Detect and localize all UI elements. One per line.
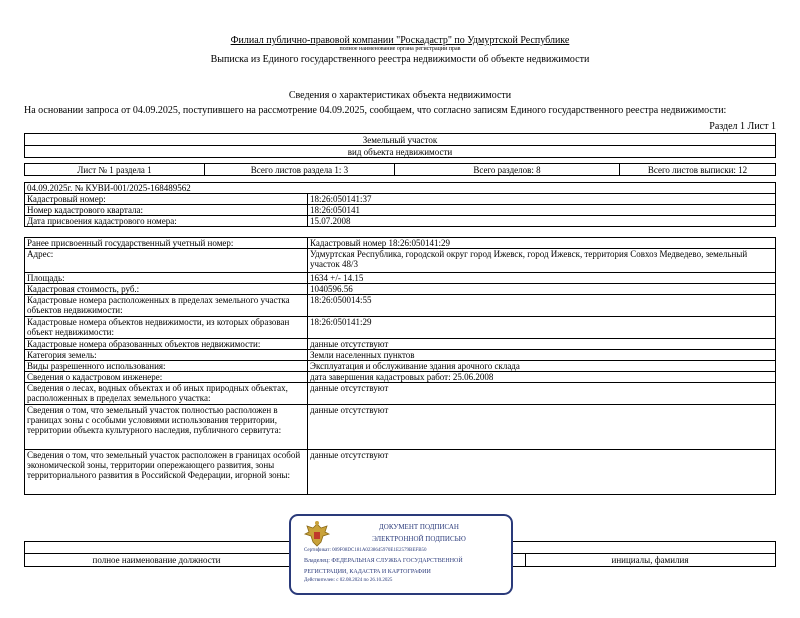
field-value: данные отсутствуют: [308, 450, 776, 495]
field-label: Кадастровые номера образованных объектов недвижимости:: [25, 339, 308, 350]
field-label: Ранее присвоенный государственный учетный номер:: [25, 238, 308, 249]
table-row: [25, 383, 776, 405]
electronic-signature-stamp: [289, 514, 513, 595]
stamp-owner-1: Владелец: ФЕДЕРАЛЬНАЯ СЛУЖБА ГОСУДАРСТВЕННОЙ: [304, 558, 463, 564]
org-name: Филиал публично-правовой компании "Роскадастр" по Удмуртской Республике: [230, 35, 570, 46]
characteristics-table: [24, 237, 776, 495]
stamp-certificate: Сертификат: 009F08DC181A0238645970E1E2579BEFB50: [304, 548, 427, 553]
table-row: [25, 450, 776, 495]
object-type-caption: вид объекта недвижимости: [347, 147, 453, 157]
field-label: Сведения о том, что земельный участок расположен в границах особой экономической зоны, территории опережающего развития, зоны территориального развития в Российской Федерации, игорной зоны:: [25, 450, 308, 495]
signature-box-right: [775, 541, 776, 553]
field-value: данные отсутствуют: [308, 339, 776, 350]
table-row: [25, 317, 776, 339]
table-row: [25, 194, 776, 205]
table-row: [25, 339, 776, 350]
object-type-caption-row: [24, 145, 776, 158]
table-row: [25, 249, 776, 273]
table-row: [25, 284, 776, 295]
table-row: [25, 216, 776, 227]
field-value: 18:26:050141:29: [308, 317, 776, 339]
request-intro: На основании запроса от 04.09.2025, поступившего на рассмотрение 04.09.2025, сообщаем, что согласно записям Единого государственного реестра недвижимости:: [24, 105, 727, 116]
extract-id: 04.09.2025г. № КУВИ-001/2025-168489562: [27, 183, 191, 193]
field-label: Номер кадастрового квартала:: [25, 205, 308, 216]
field-value: Земли населенных пунктов: [308, 350, 776, 361]
cadastral-table: [24, 193, 776, 227]
section-sheet-label: Раздел 1 Лист 1: [709, 121, 776, 132]
field-label: Адрес:: [25, 249, 308, 273]
stamp-owner-2: РЕГИСТРАЦИИ, КАДАСТРА И КАРТОГРАФИИ: [304, 569, 431, 575]
sheet-number: Лист № 1 раздела 1: [25, 164, 205, 175]
stamp-line-1: ДОКУМЕНТ ПОДПИСАН: [379, 523, 459, 531]
field-label: Кадастровая стоимость, руб.:: [25, 284, 308, 295]
field-label: Площадь:: [25, 273, 308, 284]
document-title: Выписка из Единого государственного реестра недвижимости об объекте недвижимости: [210, 54, 590, 65]
field-value: 1634 +/- 14.15: [308, 273, 776, 284]
field-label: Категория земель:: [25, 350, 308, 361]
field-value: 18:26:050014:55: [308, 295, 776, 317]
section-title: Сведения о характеристиках объекта недвижимости: [288, 90, 512, 101]
table-row: [25, 372, 776, 383]
field-value: данные отсутствуют: [308, 405, 776, 450]
extract-sheets-total: Всего листов выписки: 12: [647, 165, 748, 175]
table-row: [25, 405, 776, 450]
field-value: 18:26:050141: [308, 205, 776, 216]
object-type: Земельный участок: [362, 135, 438, 145]
sheets-row: [24, 163, 776, 176]
sections-total: Всего разделов: 8: [395, 164, 620, 175]
field-value: 18:26:050141:37: [308, 194, 776, 205]
stamp-valid: Действителен: с 02.08.2024 по 26.10.2025: [304, 578, 393, 583]
field-label: Виды разрешенного использования:: [25, 361, 308, 372]
org-caption: полное наименование органа регистрации прав: [339, 46, 461, 52]
signature-box-left: [24, 541, 25, 553]
field-label: Кадастровые номера объектов недвижимости, из которых образован объект недвижимости:: [25, 317, 308, 339]
double-headed-eagle-emblem-icon: [303, 520, 331, 550]
field-value: Эксплуатация и обслуживание здания арочного склада: [308, 361, 776, 372]
section-sheets-total: Всего листов раздела 1: 3: [205, 164, 395, 175]
field-value: 1040596.56: [308, 284, 776, 295]
table-row: [25, 361, 776, 372]
field-value: данные отсутствуют: [308, 383, 776, 405]
field-label: Кадастровый номер:: [25, 194, 308, 205]
table-row: [25, 205, 776, 216]
table-row: [25, 238, 776, 249]
table-row: [25, 295, 776, 317]
field-value: Кадастровый номер 18:26:050141:29: [308, 238, 776, 249]
field-label: Сведения о том, что земельный участок полностью расположен в границах зоны с особыми условиями использования территории, территории объекта культурного наследия, публичного сервитута:: [25, 405, 308, 450]
position-caption: полное наименование должности: [92, 555, 221, 565]
stamp-line-2: ЭЛЕКТРОННОЙ ПОДПИСЬЮ: [372, 535, 466, 543]
field-label: Сведения о кадастровом инженере:: [25, 372, 308, 383]
field-value: 15.07.2008: [308, 216, 776, 227]
field-label: Кадастровые номера расположенных в пределах земельного участка объектов недвижимости:: [25, 295, 308, 317]
field-label: Дата присвоения кадастрового номера:: [25, 216, 308, 227]
name-caption: инициалы, фамилия: [611, 555, 689, 565]
field-label: Сведения о лесах, водных объектах и об иных природных объектах, расположенных в пределах земельного участка:: [25, 383, 308, 405]
field-value: дата завершения кадастровых работ: 25.06.2008: [308, 372, 776, 383]
table-row: [25, 273, 776, 284]
table-row: [25, 350, 776, 361]
field-value: Удмуртская Республика, городской округ город Ижевск, город Ижевск, территория Совхоз Медведево, земельный участок 48/3: [308, 249, 776, 273]
